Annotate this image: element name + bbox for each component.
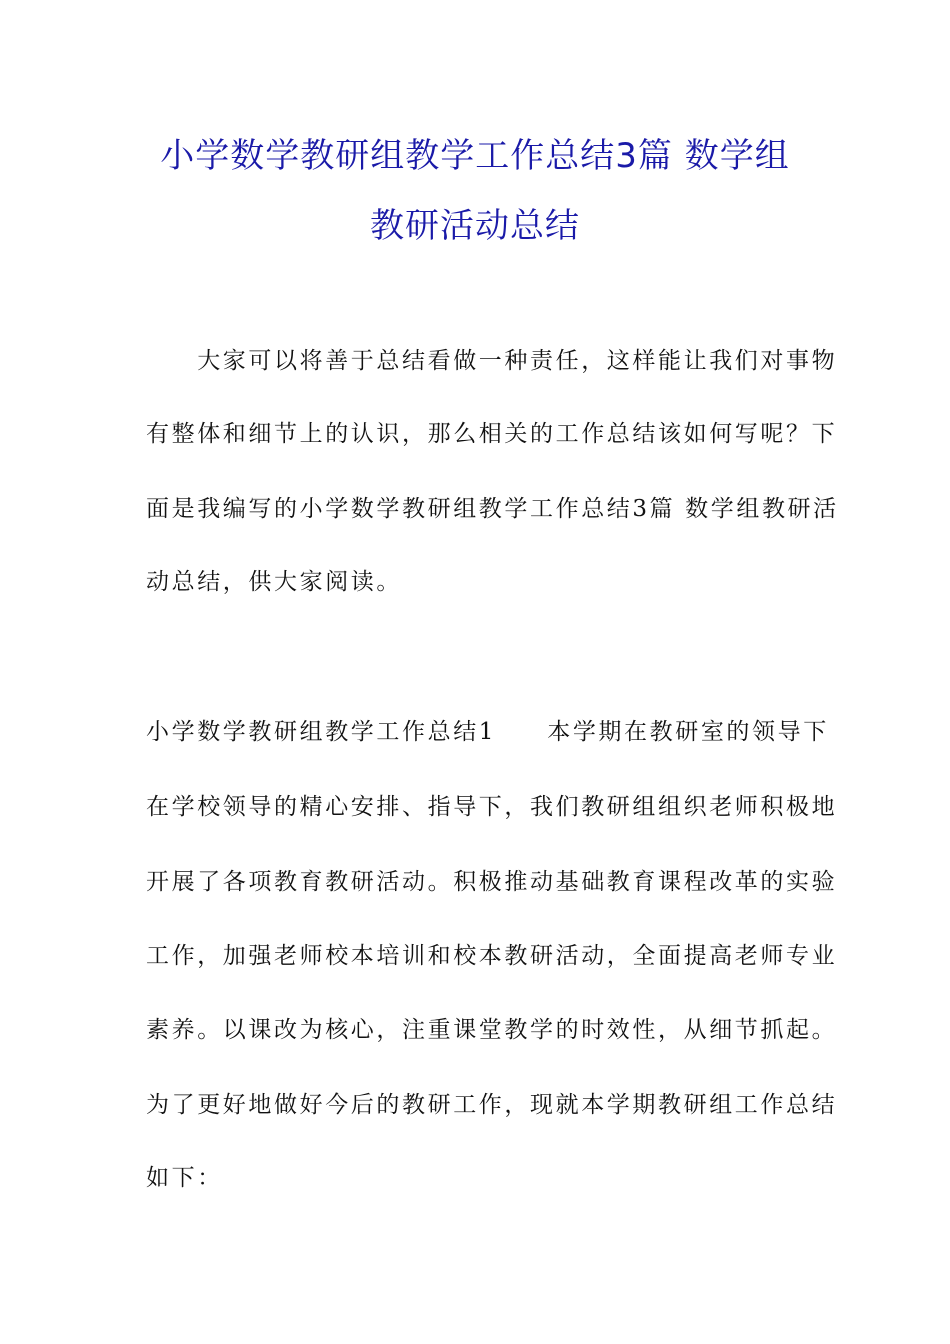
intro-line-3: 面是我编写的小学数学教研组教学工作总结3篇 数学组教研活 <box>146 496 839 522</box>
document-title-line-2: 教研活动总结 <box>370 206 580 246</box>
section-1-line-2: 在学校领导的精心安排、指导下，我们教研组组织老师积极地 <box>146 794 838 820</box>
section-1-line-6: 为了更好地做好今后的教研工作，现就本学期教研组工作总结 <box>146 1092 838 1118</box>
section-1-line-3: 开展了各项教育教研活动。积极推动基础教育课程改革的实验 <box>146 869 838 895</box>
intro-line-1: 大家可以将善于总结看做一种责任，这样能让我们对事物 <box>146 348 838 374</box>
intro-line-4: 动总结，供大家阅读。 <box>146 569 402 595</box>
section-1-line-7: 如下： <box>146 1165 223 1191</box>
document-title-line-1: 小学数学教研组教学工作总结3篇 数学组 <box>160 136 790 176</box>
section-1-line-5: 素养。以课改为核心，注重课堂教学的时效性，从细节抓起。 <box>146 1017 838 1043</box>
section-1-line-1: 小学数学教研组教学工作总结1 本学期在教研室的领导下 <box>146 719 829 745</box>
intro-line-2: 有整体和细节上的认识，那么相关的工作总结该如何写呢？下 <box>146 421 838 447</box>
section-1-line-4: 工作，加强老师校本培训和校本教研活动，全面提高老师专业 <box>146 943 838 969</box>
